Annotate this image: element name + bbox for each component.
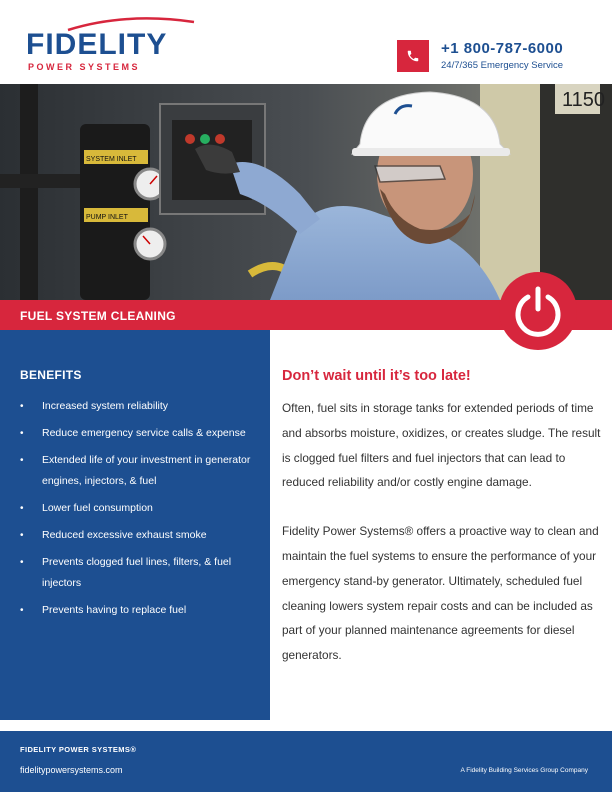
content-paragraph-2: Fidelity Power Systems® offers a proactive way to clean and maintain the fuel systems to ensure the performance of your emergency stand-by generator. Ultimately, scheduled fuel cleaning lowers system repair costs and can be included as part of your planned maintenance agreements for diesel generators.: [282, 524, 599, 663]
gauge-label-bottom: PUMP INLET: [86, 214, 128, 221]
bullet-icon: •: [20, 503, 24, 514]
bullet-icon: •: [20, 605, 24, 616]
benefits-list: [20, 396, 255, 627]
list-item: • Extended life of your investment in generator engines, injectors, & fuel: [20, 450, 255, 492]
bullet-icon: •: [20, 557, 24, 568]
page-footer: [0, 731, 612, 792]
benefits-title: BENEFITS: [20, 368, 82, 382]
machine-number: 1150: [562, 89, 606, 111]
list-item: • Reduced excessive exhaust smoke: [20, 525, 255, 546]
list-item: • Reduce emergency service calls & expense: [20, 423, 255, 444]
content-paragraph-1: Often, fuel sits in storage tanks for extended periods of time and absorbs moisture, oxidizes, or creates sludge. The result is clogged fuel filters and fuel injectors that can lead to reduced reliability and/or costly engine damage.: [282, 401, 601, 490]
phone-service-label: 24/7/365 Emergency Service: [441, 60, 563, 71]
list-item: • Increased system reliability: [20, 396, 255, 417]
footer-tagline: A Fidelity Building Services Group Company: [460, 767, 588, 774]
list-item: • Prevents having to replace fuel: [20, 600, 255, 621]
phone-icon[interactable]: [397, 40, 429, 72]
banner-title: FUEL SYSTEM CLEANING: [20, 309, 176, 323]
list-item: • Prevents clogged fuel lines, filters, & fuel injectors: [20, 552, 255, 594]
gauge-label-top: SYSTEM INLET: [86, 156, 137, 163]
phone-number[interactable]: +1 800-787-6000: [441, 40, 564, 57]
hero-photo: [0, 84, 612, 300]
bullet-icon: •: [20, 455, 24, 466]
footer-company: FIDELITY POWER SYSTEMS®: [20, 745, 137, 754]
bullet-icon: •: [20, 401, 24, 412]
benefits-panel: [0, 330, 270, 720]
main-content: [282, 368, 602, 692]
footer-url-link[interactable]: fidelitypowersystems.com: [20, 765, 123, 775]
logo-subtitle: POWER SYSTEMS: [28, 62, 141, 72]
list-item: • Lower fuel consumption: [20, 498, 255, 519]
bullet-icon: •: [20, 428, 24, 439]
power-icon: [499, 272, 577, 350]
logo-wordmark: FIDELITY: [26, 28, 168, 61]
technician-photo: [0, 84, 612, 300]
bullet-icon: •: [20, 530, 24, 541]
content-heading: Don’t wait until it’s too late!: [282, 368, 471, 384]
company-logo[interactable]: [26, 30, 167, 72]
page-header: [0, 0, 612, 84]
